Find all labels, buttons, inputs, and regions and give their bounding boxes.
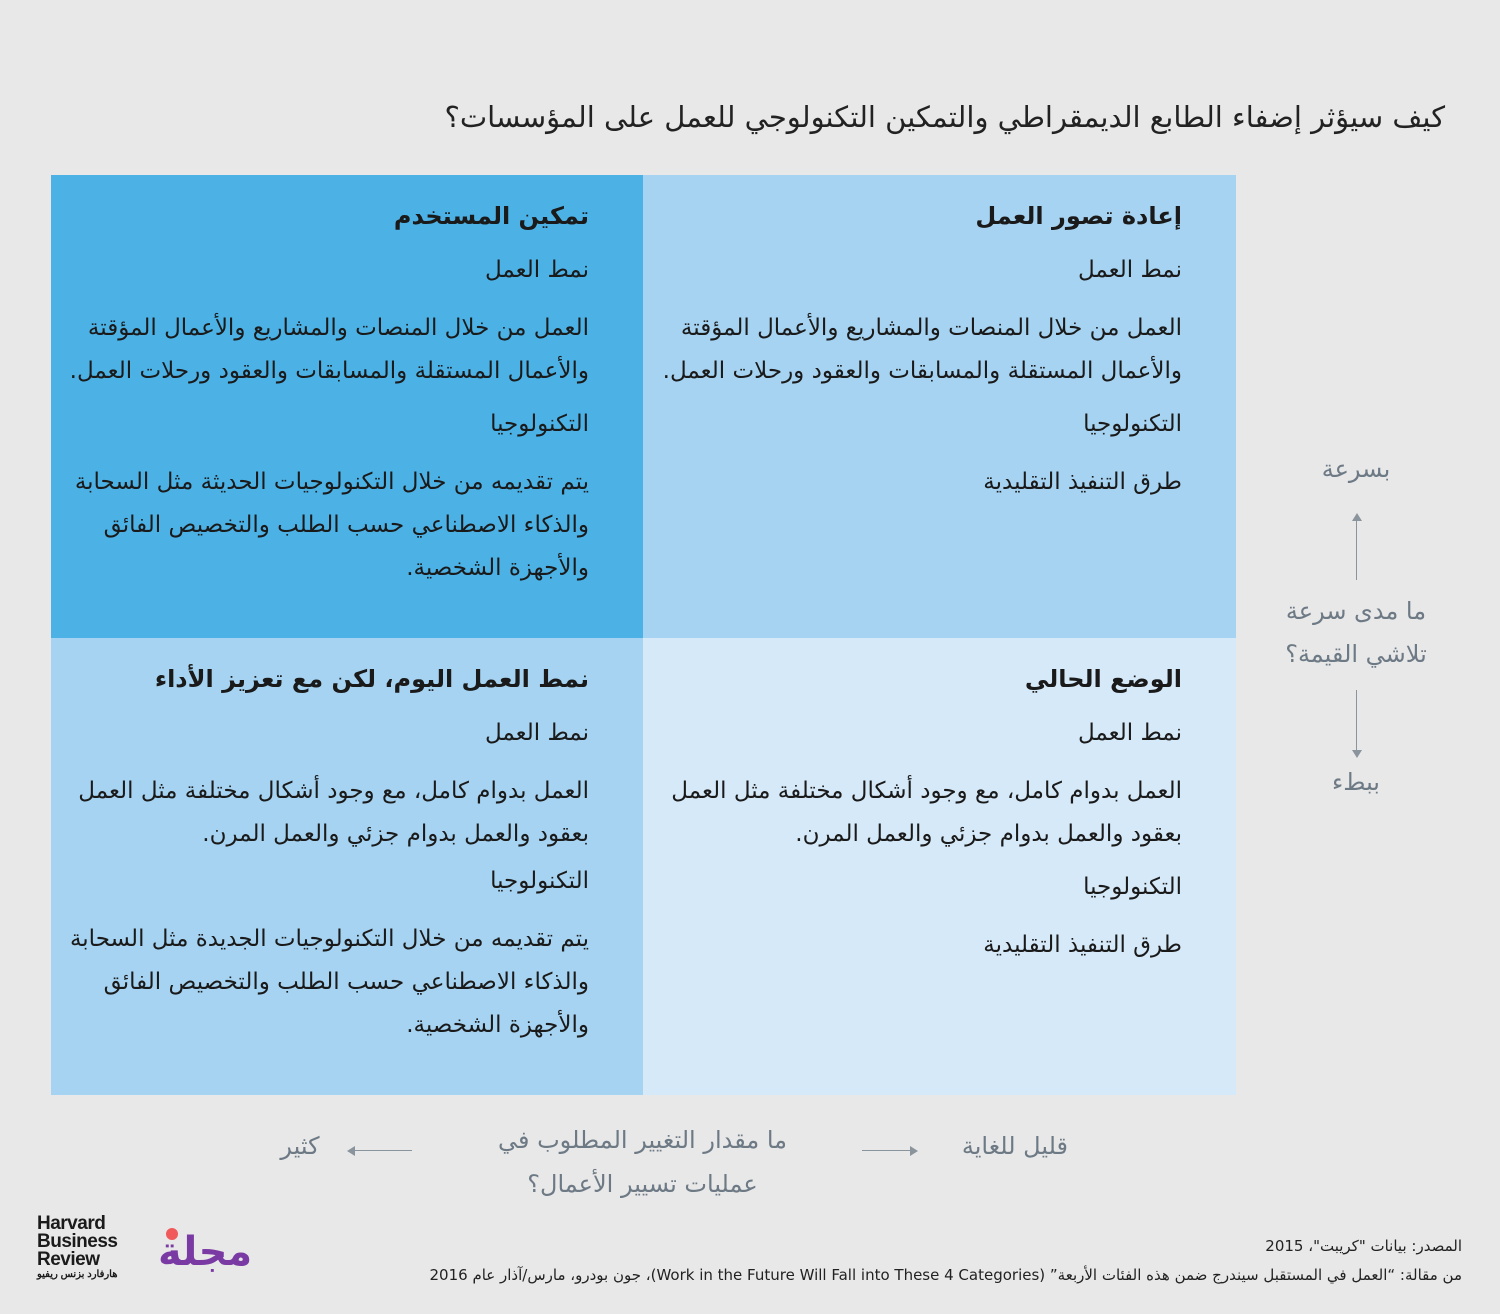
axis-vertical-question: ما مدى سرعة تلاشي القيمة؟ [1285, 597, 1427, 668]
hbr-logo-line: Review [37, 1249, 100, 1270]
quadrant-reimagining-work [643, 175, 1236, 638]
work-pattern-text: العمل بدوام كامل، مع وجود أشكال مختلفة مثل العمل بعقود والعمل بدوام جزئي والعمل المرن. [671, 778, 1182, 847]
article-line: من مقالة: “العمل في المستقبل سيندرج ضمن هذه الفئات الأربعة” (Work in the Future Will Fall into These 4 Categories)، جون بودرو، مارس/آذار عام 2016 [429, 1266, 1462, 1284]
quadrant-status-quo [643, 638, 1236, 1095]
work-pattern-text: العمل من خلال المنصات والمشاريع والأعمال المؤقتة والأعمال المستقلة والمسابقات والعقود ورحلات العمل. [69, 315, 589, 384]
quadrant-enhanced-today [51, 638, 643, 1095]
quadrant-user-empowerment [51, 175, 643, 638]
work-pattern-label: نمط العمل [1077, 720, 1182, 746]
quadrant-title: نمط العمل اليوم، لكن مع تعزيز الأداء [154, 665, 589, 693]
axis-line-up [1356, 520, 1357, 580]
technology-label: التكنولوجيا [490, 868, 589, 894]
technology-text: يتم تقديمه من خلال التكنولوجيات الحديثة مثل السحابة والذكاء الاصطناعي حسب الطلب والتخصيص الفائق والأجهزة الشخصية. [74, 469, 589, 581]
axis-line-down [1356, 690, 1357, 750]
technology-label: التكنولوجيا [1083, 874, 1182, 900]
axis-right-label: قليل للغاية [961, 1132, 1068, 1160]
quadrant-title: الوضع الحالي [1024, 665, 1182, 693]
technology-label: التكنولوجيا [1083, 411, 1182, 437]
work-pattern-text: العمل بدوام كامل، مع وجود أشكال مختلفة مثل العمل بعقود والعمل بدوام جزئي والعمل المرن. [78, 778, 589, 847]
work-pattern-label: نمط العمل [484, 257, 589, 283]
axis-left-label: كثير [280, 1132, 320, 1160]
axis-horizontal-question: ما مقدار التغيير المطلوب في عمليات تسيير الأعمال؟ [497, 1126, 788, 1198]
technology-text: طرق التنفيذ التقليدية [983, 932, 1182, 958]
quadrant-title: إعادة تصور العمل [975, 202, 1182, 230]
work-pattern-label: نمط العمل [484, 720, 589, 746]
technology-text: طرق التنفيذ التقليدية [983, 469, 1182, 495]
axis-top-label: بسرعة [1321, 455, 1391, 483]
page-title: كيف سيؤثر إضفاء الطابع الديمقراطي والتمكين التكنولوجي للعمل على المؤسسات؟ [444, 100, 1445, 134]
hbr-logo-line: Harvard [37, 1213, 106, 1234]
technology-text: يتم تقديمه من خلال التكنولوجيات الجديدة مثل السحابة والذكاء الاصطناعي حسب الطلب والتخصيص الفائق والأجهزة الشخصية. [69, 926, 589, 1038]
hbr-logo-line: Business [37, 1231, 118, 1252]
arrow-up-icon [1352, 513, 1362, 521]
source-note [262, 1232, 1462, 1290]
hbr-logo-arabic: هارفارد بزنس ريفيو [37, 1269, 118, 1280]
work-pattern-label: نمط العمل [1077, 257, 1182, 283]
arrow-down-icon [1352, 750, 1362, 758]
axis-bottom-label: ببطء [1332, 768, 1380, 796]
technology-label: التكنولوجيا [490, 411, 589, 437]
source-line: المصدر: بيانات "كريبت"، 2015 [1265, 1237, 1462, 1255]
arrow-right-icon [910, 1146, 918, 1156]
quadrant-title: تمكين المستخدم [393, 202, 589, 230]
arrow-left-icon [347, 1146, 355, 1156]
work-pattern-text: العمل من خلال المنصات والمشاريع والأعمال المؤقتة والأعمال المستقلة والمسابقات والعقود ورحلات العمل. [662, 315, 1182, 384]
hbr-logo [37, 1215, 118, 1281]
majalla-logo: مجلة [158, 1229, 253, 1275]
axis-line-right [862, 1150, 910, 1151]
axis-line-left [355, 1150, 412, 1151]
